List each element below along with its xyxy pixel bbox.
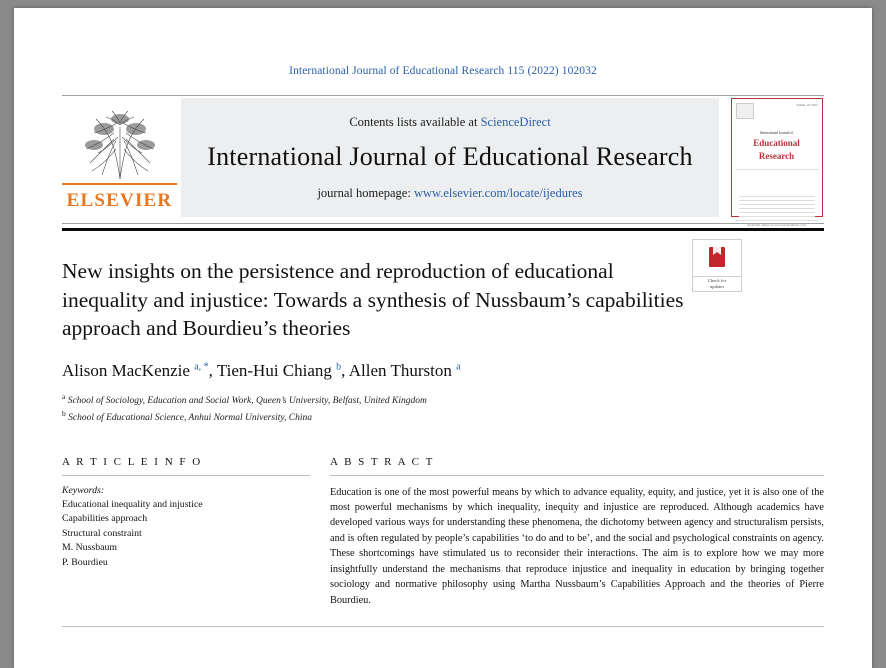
cover-publisher-logo-icon	[736, 103, 754, 119]
masthead-bottom-rule	[62, 223, 824, 224]
contents-prefix: Contents lists available at	[349, 114, 481, 129]
journal-masthead	[62, 95, 824, 228]
cover-placeholder-lines	[736, 196, 818, 217]
list-item: Capabilities approach	[62, 513, 148, 525]
elsevier-wordmark: ELSEVIER	[66, 190, 173, 211]
info-abstract-row	[62, 456, 824, 609]
article-info-column	[62, 456, 330, 609]
affiliations	[62, 391, 824, 426]
footer-rule	[62, 626, 824, 627]
affiliation-a	[62, 391, 824, 408]
elsevier-rule	[62, 183, 177, 185]
masthead-top-rule	[62, 95, 824, 96]
title-area	[62, 257, 824, 426]
cover-title-line1: Educational	[753, 137, 800, 148]
crossmark-caption-line1: Check for	[707, 278, 727, 283]
crossmark-icon	[692, 239, 742, 277]
abstract-column	[330, 456, 824, 609]
abstract-text: Education is one of the most powerful means by which to advance equality, equity, and justice, yet it is also one of the most powerful mechanisms by which inequality, inequity and injustice are reproduced. Although academics have developed various ways for understanding these phenomena, the dichotomy between agency and structuralism persists, and is often regulated by people’s capabilities ‘to do and to be’, and the social and psychological constraints on agency. These shortcomings have stimulated us to reconsider their interactions. The aim is to explore how we may more insightfully understand the mechanisms that reproduce injustice and inequality in education by bringing together sociology and normative philosophy using Martha Nussbaum’s Capabilities Approach and the theories of Pierre Bourdieu.	[330, 486, 824, 606]
homepage-prefix: journal homepage:	[317, 185, 414, 200]
cover-top-right-text: Volume 115 2022	[796, 103, 818, 107]
crossmark-caption-line2: updates	[709, 283, 725, 289]
affiliation-b	[62, 408, 824, 425]
crossmark-badge[interactable]	[692, 239, 742, 292]
journal-reference: International Journal of Educational Research 115 (2022) 102032	[289, 65, 597, 77]
keywords-label: Keywords:	[62, 484, 105, 496]
cover-bottom-text: Available online at www.sciencedirect.com	[736, 220, 818, 227]
crossmark-caption	[692, 277, 742, 292]
cover-title-line2: Research	[758, 150, 795, 161]
author-list: Alison MacKenzie $^{a, *}$, Tien-Hui Chiang $^b$, Allen Thurston $^a$	[62, 360, 461, 380]
header-thick-rule	[62, 228, 824, 231]
affiliation-a-marker: a	[62, 391, 66, 401]
article-info-rule	[62, 475, 310, 476]
author-affiliation-marker: b	[336, 361, 342, 373]
page-title: New insights on the persistence and reproduction of educational inequality and injustice: Towards a synthesis of Nussbaum’s capabilities approach and Bourdieu’s theories	[62, 259, 684, 341]
abstract-heading: A B S T R A C T	[330, 455, 435, 468]
author-affiliation-marker: a	[456, 361, 461, 373]
journal-cover-thumbnail	[729, 95, 824, 228]
affiliation-a-text: School of Sociology, Education and Social Work, Queen’s University, Belfast, United Kingdom	[67, 395, 427, 406]
elsevier-logo	[62, 95, 177, 220]
author-affiliation-marker: a, *	[194, 361, 209, 373]
list-item: Educational inequality and injustice	[62, 498, 203, 510]
elsevier-tree-icon	[72, 105, 168, 183]
list-item: P. Bourdieu	[62, 556, 108, 568]
contents-line	[349, 115, 550, 130]
journal-title: International Journal of Educational Research	[207, 141, 693, 171]
list-item: Structural constraint	[62, 527, 142, 539]
affiliation-b-text: School of Educational Science, Anhui Normal University, China	[68, 413, 313, 424]
list-item: M. Nussbaum	[62, 542, 117, 554]
sciencedirect-link[interactable]: ScienceDirect	[480, 114, 551, 129]
keywords-list	[62, 498, 310, 570]
homepage-line	[317, 186, 582, 201]
article-info-heading: A R T I C L E I N F O	[62, 455, 203, 468]
masthead-center	[181, 98, 719, 217]
affiliation-b-marker: b	[62, 409, 66, 419]
journal-homepage-link[interactable]: www.elsevier.com/locate/ijedures	[413, 185, 583, 200]
cover-subtitle: International Journal of	[759, 131, 794, 135]
abstract-rule	[330, 475, 824, 476]
article-page	[14, 8, 872, 668]
